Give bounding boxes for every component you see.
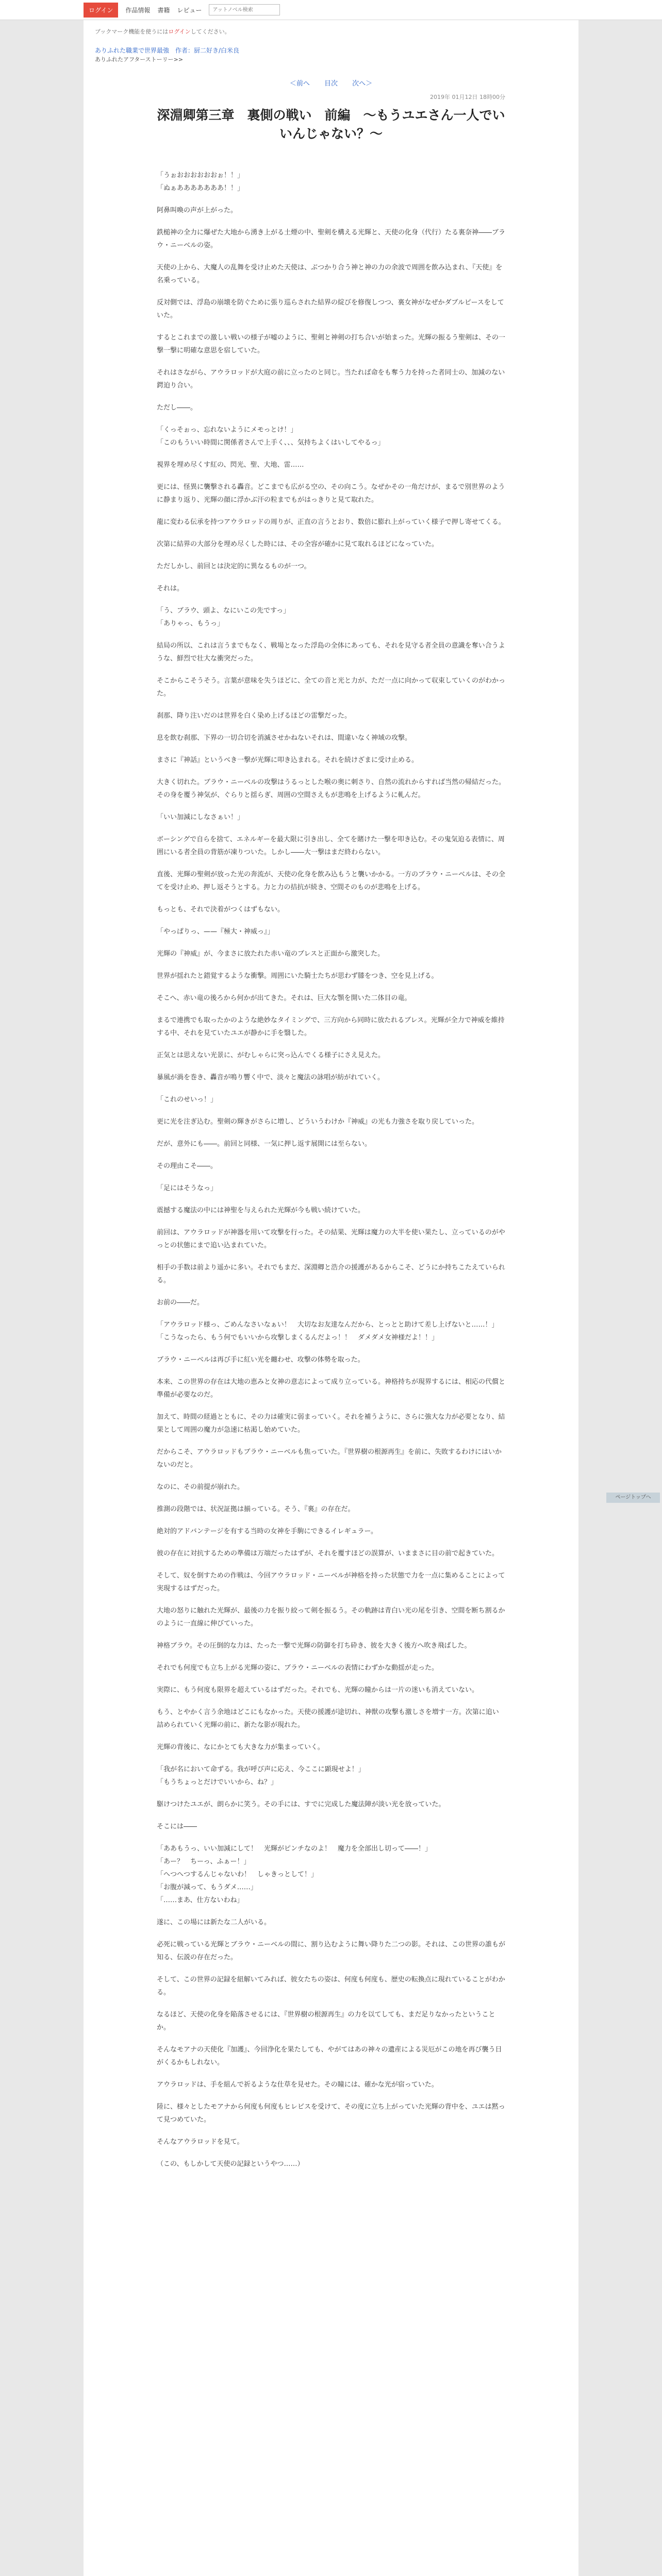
novel-paragraph: 阿鼻叫喚の声が上がった。 <box>157 207 238 214</box>
novel-paragraph: 次第に結界の大部分を埋め尽くした時には、その全容が確かに見て取れるほどになっていた。 <box>157 540 439 548</box>
novel-paragraph: 「アウラロッド様っ、ごめんなさいなぁい！ 大切なお友達なんだから、とっとと助けて差し上げないと……！」 「こうなったら、もう何でもいいから攻撃しまくるんだよっ！！ ダメダメ女神様だよ！！」 <box>157 1321 499 1342</box>
notice-prefix: ブックマーク機能を使うには <box>95 28 169 35</box>
main-container <box>84 20 578 2576</box>
prev-link[interactable]: ＜前へ <box>289 80 310 88</box>
novel-paragraph: それでも何度でも立ち上がる光輝の姿に、ブラウ・ニーベルの表情にわずかな動揺が走った。 <box>157 1664 439 1672</box>
novel-paragraph: 刹那、降り注いだのは世界を白く染め上げるほどの雷撃だった。 <box>157 712 352 720</box>
novel-paragraph: そして、この世界の記録を紐解いてみれば、彼女たちの姿は、何度も何度も、歴史の転換点に現れていることがわかる。 <box>157 1976 505 1996</box>
novel-paragraph: 大地の怒りに触れた光輝が、最後の力を振り絞って剣を振るう。その軌跡は青白い光の尾を引き、空間を断ち割るかのように一直線に伸びていった。 <box>157 1607 505 1628</box>
novel-paragraph: 相手の手数は前より遥かに多い。それでもまだ、深淵卿と浩介の援護があるからこそ、どうにか持ちこたえていられる。 <box>157 1264 505 1284</box>
novel-paragraph: ブラウ・ニーベルは再び手に紅い光を纏わせ、攻撃の体勢を取った。 <box>157 1356 365 1364</box>
novel-paragraph: 震撼する魔法の中には神聖を与えられた光輝が今も戦い続けていた。 <box>157 1207 365 1214</box>
novel-paragraph: 更に光を注ぎ込む。聖剣の輝きがさらに増し、どういうわけか『神威』の光も力強さを取り戻していった。 <box>157 1118 479 1126</box>
post-date: 2019年 01月12日 18時00分 <box>430 94 505 100</box>
novel-paragraph: まさに『神話』というべき一撃が光輝に叩き込まれる。それを続けざまに受け止める。 <box>157 756 419 764</box>
novel-paragraph: 駆けつけたユエが、朗らかに笑う。その手には、すでに完成した魔法陣が淡い光を放っていた。 <box>157 1801 445 1808</box>
novel-paragraph: 視界を埋め尽くす紅の、閃光、聖、大地、雷…… <box>157 461 304 469</box>
novel-paragraph: 「う、ブラウ、頭よ、なにいこの先ですっ」 「ありゃっ、もうっ」 <box>157 607 290 628</box>
novel-paragraph: 龍に変わる伝承を持つアウラロッドの周りが、正直の言うとおり、数倍に膨れ上がっていく様子で押し寄せてくる。 <box>157 518 505 526</box>
novel-body <box>157 169 505 2171</box>
novel-paragraph: 暴風が渦を巻き、轟音が鳴り響く中で、淡々と魔法の詠唱が紡がれていく。 <box>157 1074 384 1081</box>
top-nav-inner <box>84 0 578 20</box>
novel-paragraph: もう、とやかく言う余地はどこにもなかった。天使の援護が途切れ、神獣の攻撃も激しさを増す一方。次第に追い詰められていく光輝の前に、新たな影が現れた。 <box>157 1708 499 1729</box>
top-nav-bar <box>0 0 662 20</box>
novel-paragraph: 陸に、様々としたモアナから何度も何度もヒレビスを受けて、その度に立ち上がっていた光輝の背中を、ユエは黙って見つめていた。 <box>157 2103 505 2124</box>
novel-paragraph: 反対側では、浮島の崩壊を防ぐために張り巡らされた結界の綻びを修復しつつ、裏女神がなぜかダブルピースをしていた。 <box>157 299 504 319</box>
novel-paragraph: 実際に、もう何度も限界を超えているはずだった。それでも、光輝の瞳からは一片の迷いも消えていない。 <box>157 1686 479 1694</box>
novel-paragraph: ボーシングで自らを捨て、エネルギーを最大限に引き出し、全てを賭けた一撃を叩き込む。その鬼気迫る表情に、周囲にいる者全員の背筋が凍りついた。しかし――大一撃はまだ終わらない。 <box>157 836 505 856</box>
novel-paragraph: 必死に戦っている光輝とブラウ・ニーベルの間に、割り込むように舞い降りた二つの影。それは、この世界の誰もが知る、伝説の存在だった。 <box>157 1941 506 1961</box>
novel-paragraph: それは。 <box>157 585 184 592</box>
novel-paragraph: なるほど、天使の化身を陥落させるには、『世界樹の根源再生』の力を以てしても、まだ足りなかったということか。 <box>157 2011 495 2031</box>
nav-novel-link[interactable]: 書籍 <box>157 6 170 14</box>
novel-paragraph: するとこれまでの激しい戦いの様子が嘘のように、聖剣と神剣の打ち合いが始まった。光輝の振るう聖剣は、その一撃一撃に明確な意思を宿していた。 <box>157 334 506 354</box>
next-link[interactable]: 次へ＞ <box>352 80 373 88</box>
novel-paragraph: 天使の上から、大魔人の乱舞を受け止めた天使は、ぶつかり合う神と神の力の余波で周囲を飲み込まれ、『天使』を名乗っている。 <box>157 264 503 284</box>
novel-paragraph: そんなアウラロッドを見て。 <box>157 2138 244 2146</box>
novel-paragraph: 息を飲む刹那、下界の一切合切を消滅させかねないそれは、間違いなく神域の攻撃。 <box>157 734 412 742</box>
novel-paragraph: その理由こそ――。 <box>157 1162 218 1170</box>
novel-paragraph: 前回は、アウラロッドが神器を用いて攻撃を行った。その結果、光輝は魔力の大半を使い果たし、立っているのがやっとの状態にまで追い込まれていた。 <box>157 1229 505 1249</box>
notice-suffix: してください。 <box>190 28 230 35</box>
chapter-pager <box>95 78 567 88</box>
novel-paragraph: そこには―― <box>157 1823 197 1831</box>
novel-paragraph: 本来、この世界の存在は大地の恵みと女神の意志によって成り立っている。神格持ちが現界するには、相応の代償と準備が必要なのだ。 <box>157 1378 506 1399</box>
novel-paragraph: 加えて、時間の経過とともに、その力は確実に弱まっていく。それを補うように、さらに強大な力が必要となり、結果として周囲の魔力が急速に枯渇し始めていた。 <box>157 1413 505 1434</box>
search-box[interactable] <box>209 4 280 15</box>
bookmark-notice <box>95 27 567 36</box>
novel-paragraph: 「我が名において命ずる。我が呼び声に応え、今ここに顕現せよ！」 「もうちょっとだけでいいから、ね？」 <box>157 1766 365 1786</box>
novel-paragraph: アウラロッドは、手を組んで祈るような仕草を見せた。その瞳には、確かな光が宿っていた。 <box>157 2081 438 2089</box>
novel-paragraph: （この、もしかして天使の記録というやつ……） <box>157 2160 304 2168</box>
novel-paragraph: ただしかし、前回とは決定的に異なるものが一つ。 <box>157 563 311 570</box>
nav-works-link[interactable]: 作品情報 <box>125 6 151 14</box>
search-input[interactable] <box>211 7 277 13</box>
novel-paragraph: 推測の段階では、状況証拠は揃っている。そう、『裏』の存在だ。 <box>157 1505 355 1513</box>
novel-paragraph: もっとも、それで決着がつくはずもない。 <box>157 906 285 913</box>
novel-paragraph: 彼の存在に対抗するための準備は万端だったはずが、それを覆すほどの誤算が、いままさに目の前で起きていた。 <box>157 1550 499 1557</box>
novel-paragraph: 絶対的アドバンテージを有する当時の女神を手駒にできるイレギュラー。 <box>157 1528 377 1535</box>
novel-paragraph: 結局の所以、これは言うまでもなく、戦場となった浮島の全体にあっても、それを見守る者全員の意識を奪い合うような、鮮烈で壮大な衝突だった。 <box>157 642 505 663</box>
novel-paragraph: 「これのせいっ！」 <box>157 1096 218 1104</box>
novel-paragraph: お前の――だ。 <box>157 1299 204 1307</box>
novel-title-link[interactable]: ありふれた職業で世界最強 作者：厨二好き/白米良 <box>95 47 240 54</box>
novel-paragraph: そこからこそうそう。言葉が意味を失うほどに、全ての音と光と力が、ただ一点に向かって収束していくのがわかった。 <box>157 677 506 698</box>
novel-paragraph: 鉄槌神の全力に爆ぜた大地から湧き上がる土煙の中、聖剣を構える光輝と、天使の化身（代行）たる裏奈神――ブラウ・ニーベルの姿。 <box>157 229 506 249</box>
novel-paragraph: それはさながら、アウラロッドが大庭の前に立ったのと同じ。当たれば命をも奪う力を持った者同士の、加減のない鍔迫り合い。 <box>157 369 505 389</box>
index-link[interactable]: 目次 <box>324 80 338 88</box>
novel-paragraph: 「足にはそうなっ」 <box>157 1184 218 1192</box>
novel-paragraph: なのに、その前提が崩れた。 <box>157 1483 244 1491</box>
novel-paragraph: 「ああもうっ、いい加減にして！ 光輝がピンチなのよ！ 魔力を全部出し切って――！」 「あー？ ちーっ、ふぁー！」 「へつへつするんじゃないわ！ しゃきっとして！」 「お腹が減って、もうダメ……」 「……まあ、仕方ないわね」 <box>157 1845 432 1904</box>
novel-paragraph: 「うぉおおおおおおぉ！！」 「ぬぁあああああああ！！」 <box>157 172 244 192</box>
novel-paragraph: だが、意外にも――。前回と同様、一気に押し返す展開には至らない。 <box>157 1140 372 1148</box>
novel-paragraph: そして、奴を倒すための作戦は、今回アウラロッド・ニーベルが神格を持った状態で力を一点に集めることによって実現するはずだった。 <box>157 1572 505 1592</box>
page-top-button[interactable]: ページトップへ <box>606 1493 660 1503</box>
novel-paragraph: 「くっそぉっ、忘れないようにメモっとけ！」 「このもういい時間に関係者さんで上手く、、、気持ちよくはいしてやるっ」 <box>157 426 385 447</box>
novel-paragraph: そんなモアナの天使化『加護』、今回浄化を果たしても、やがてはあの神々の遺産による災厄がこの地を再び襲う日がくるかもしれない。 <box>157 2046 502 2066</box>
novel-paragraph: ただし――。 <box>157 404 197 412</box>
novel-paragraph: 大きく切れた。ブラウ・ニーベルの攻撃はうるっとした喉の奥に刺さり、自然の流れからすれば当然の帰結だった。その身を覆う神気が、ぐらりと揺らぎ、周囲の空間さえもが悲鳴を上げるように軋んだ。 <box>157 778 506 799</box>
notice-login-link[interactable]: ログイン <box>168 28 191 35</box>
novel-paragraph: 正気とは思えない光景に、がむしゃらに突っ込んでくる様子にさえ見えた。 <box>157 1052 385 1059</box>
nav-review-link[interactable]: レビュー <box>177 6 202 14</box>
novel-paragraph: 世界が揺れたと錯覚するような衝撃。周囲にいた騎士たちが思わず膝をつき、空を見上げる。 <box>157 972 438 980</box>
novel-paragraph: 光輝の『神威』が、今まさに放たれた赤い竜のブレスと正面から激突した。 <box>157 950 385 958</box>
chapter-title: 深淵卿第三章 裏側の戦い 前編 〜もうユエさん一人でいいんじゃない？〜 <box>157 108 505 141</box>
novel-paragraph: 神格ブラウ。その圧倒的な力は、たった一撃で光輝の防御を打ち砕き、彼を大きく後方へ吹き飛ばした。 <box>157 1642 471 1650</box>
novel-paragraph: 「いい加減にしなさぁい！」 <box>157 814 244 821</box>
novel-paragraph: 直後、光輝の聖剣が放った光の奔流が、天使の化身を飲み込もうと襲いかかる。一方のブラウ・ニーベルは、その全てを受け止め、押し返そうとする。力と力の拮抗が続き、空間そのものが悲鳴を上げる。 <box>157 871 506 891</box>
novel-paragraph: 更には、怪異に襲撃される轟音。どこまでも広がる空の、その向こう。なぜかその一角だけが、まるで別世界のように静まり返り、光輝の顔に浮かぶ汗の粒までもがはっきりと見て取れた。 <box>157 483 505 504</box>
novel-paragraph: 遂に、この場には新たな二人がいる。 <box>157 1919 271 1926</box>
novel-paragraph: だからこそ、アウラロッドもブラウ・ニーベルも焦っていた。『世界樹の根源再生』を前に、失敗するわけにはいかないのだと。 <box>157 1448 502 1469</box>
novel-paragraph: 光輝の背後に、なにかとても大きな力が集まっていく。 <box>157 1743 324 1751</box>
novel-paragraph: 「やっぱりっ、——『極大・神威っ』」 <box>157 928 274 936</box>
novel-paragraph: そこへ、赤い竜の後ろから何かが出てきた。それは、巨大な顎を開いた二体目の竜。 <box>157 994 411 1002</box>
series-subtitle-link[interactable]: ありふれたアフターストーリー>> <box>95 56 184 63</box>
login-button[interactable]: ログイン <box>84 3 118 18</box>
novel-paragraph: まるで連携でも取ったかのような絶妙なタイミングで、三方向から同時に放たれるブレス。光輝が全力で神威を維持する中、それを見ていたユエが静かに手を翳した。 <box>157 1016 505 1037</box>
